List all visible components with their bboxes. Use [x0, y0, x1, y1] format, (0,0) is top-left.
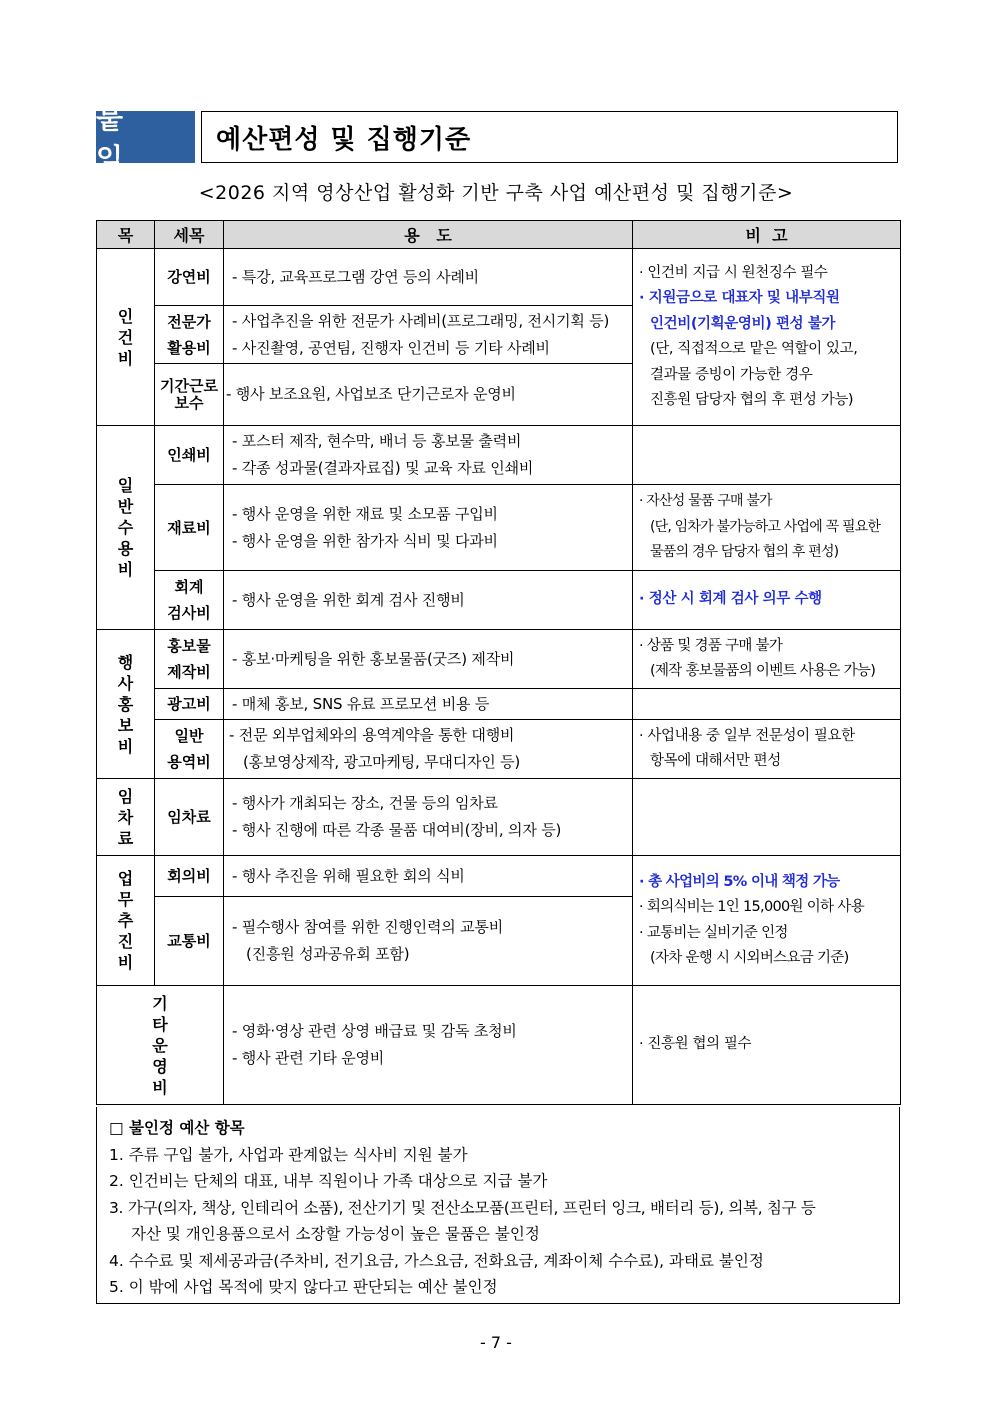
- subitem-meeting: 회의비: [155, 856, 224, 897]
- subitem-travel: 교통비: [155, 897, 224, 986]
- usage-cell: - 행사 보조요원, 사업보조 단기근로자 운영비: [224, 364, 633, 426]
- usage-cell: - 행사 운영을 위한 회계 검사 진행비: [224, 571, 633, 630]
- list-item: 3. 가구(의자, 책상, 인테리어 소품), 전산기기 및 전산소모품(프린터, 프린터 잉크, 배터리 등), 의복, 침구 등: [109, 1198, 816, 1217]
- list-item: 4. 수수료 및 제세공과금(주차비, 전기요금, 가스요금, 전화요금, 계좌이체 수수료), 과태료 불인정: [109, 1251, 764, 1270]
- table-row: [97, 720, 901, 779]
- note-cell: [633, 689, 901, 720]
- subitem-rent: 임차료: [155, 779, 224, 856]
- subitem-ads: 광고비: [155, 689, 224, 720]
- usage-cell: - 포스터 제작, 현수막, 배너 등 홍보물 출력비 - 각종 성과물(결과자료집) 및 교육 자료 인쇄비: [224, 426, 633, 485]
- list-item: 5. 이 밖에 사업 목적에 맞지 않다고 판단되는 예산 불인정: [109, 1278, 498, 1296]
- usage-cell: - 행사가 개최되는 장소, 건물 등의 임차료 - 행사 진행에 따른 각종 물품 대여비(장비, 의자 등): [224, 779, 633, 856]
- table-row: [97, 779, 901, 856]
- usage-cell: - 사업추진을 위한 전문가 사례비(프로그래밍, 전시기획 등) - 사진촬영, 공연팀, 진행자 인건비 등 기타 사례비: [224, 306, 633, 364]
- subitem-audit: 회계 검사비: [155, 571, 224, 630]
- column-header: 목: [97, 221, 155, 249]
- usage-cell: - 필수행사 참여를 위한 진행인력의 교통비 (진흥원 성과공유회 포함): [224, 897, 633, 986]
- usage-cell: - 전문 외부업체와의 용역계약을 통한 대행비 (홍보영상제작, 광고마케팅, 무대디자인 등): [224, 720, 633, 779]
- attachment-badge: 붙 임: [96, 111, 195, 163]
- table-row: [97, 986, 901, 1105]
- subitem-service: 일반 용역비: [155, 720, 224, 779]
- note-cell: · 사업내용 중 일부 전문성이 필요한 항목에 대해서만 편성: [633, 720, 901, 779]
- note-personnel: · 인건비 지급 시 원천징수 필수 · 지원금으로 대표자 및 내부직원 인건비(기획운영비) 편성 불가 (단, 직접적으로 맡은 역할이 있고, 결과물 증빙이 가능한 경우 진흥원 담당자 협의 후 편성 가능): [633, 249, 901, 426]
- category-general: 일 반 수 용 비: [97, 426, 155, 630]
- usage-cell: - 홍보·마케팅을 위한 홍보물품(굿즈) 제작비: [224, 630, 633, 689]
- usage-cell: - 특강, 교육프로그램 강연 등의 사례비: [224, 249, 633, 306]
- table-row: [97, 856, 901, 897]
- note-cell: [633, 426, 901, 485]
- usage-cell: - 행사 추진을 위해 필요한 회의 식비: [224, 856, 633, 897]
- note-business: · 총 사업비의 5% 이내 책정 가능 · 회의식비는 1인 15,000원 이하 사용 · 교통비는 실비기준 인정 (자차 운행 시 시외버스요금 기준): [633, 856, 901, 986]
- document-subtitle: <2026 지역 영상산업 활성화 기반 구축 사업 예산편성 및 집행기준>: [198, 182, 794, 204]
- category-rent: 임 차 료: [97, 779, 155, 856]
- list-item: 1. 주류 구입 불가, 사업과 관계없는 식사비 지원 불가: [109, 1145, 468, 1164]
- page-title: 예산편성 및 집행기준: [216, 124, 472, 155]
- usage-cell: - 영화·영상 관련 상영 배급료 및 감독 초청비 - 행사 관련 기타 운영비: [224, 986, 633, 1105]
- title-box: [201, 111, 898, 163]
- note-cell: [633, 779, 901, 856]
- table-row: [97, 689, 901, 720]
- subitem-goods: 홍보물 제작비: [155, 630, 224, 689]
- usage-cell: - 매체 홍보, SNS 유료 프로모션 비용 등: [224, 689, 633, 720]
- category-personnel: 인 건 비: [97, 249, 155, 426]
- note-cell: · 자산성 물품 구매 불가 (단, 임차가 불가능하고 사업에 꼭 필요한 물품의 경우 담당자 협의 후 편성): [633, 485, 901, 571]
- table-header-row: [97, 221, 901, 249]
- category-promotion: 행 사 홍 보 비: [97, 630, 155, 779]
- table-row: [97, 630, 901, 689]
- category-other: 기 타 운 영 비: [97, 986, 224, 1105]
- table-row: [97, 571, 901, 630]
- usage-cell: - 행사 운영을 위한 재료 및 소모품 구입비 - 행사 운영을 위한 참가자 식비 및 다과비: [224, 485, 633, 571]
- subitem-material: 재료비: [155, 485, 224, 571]
- table-row: [97, 426, 901, 485]
- note-cell: · 진흥원 협의 필수: [633, 986, 901, 1105]
- column-header: 비 고: [633, 221, 901, 249]
- note-cell: · 정산 시 회계 검사 의무 수행: [633, 571, 901, 630]
- list-item: 자산 및 개인용품으로서 소장할 가능성이 높은 물품은 불인정: [131, 1225, 540, 1243]
- table-row: [97, 249, 901, 306]
- column-header: 세목: [155, 221, 224, 249]
- subitem-expert: 전문가 활용비: [155, 306, 224, 364]
- category-business: 업 무 추 진 비: [97, 856, 155, 986]
- subitem-temp-labor: 기간근로 보수: [155, 364, 224, 426]
- table-row: [97, 485, 901, 571]
- page-number: - 7 -: [480, 1333, 512, 1352]
- subitem-print: 인쇄비: [155, 426, 224, 485]
- budget-table: [96, 220, 901, 1105]
- subitem-lecture: 강연비: [155, 249, 224, 306]
- list-item: 2. 인건비는 단체의 대표, 내부 직원이나 가족 대상으로 지급 불가: [109, 1172, 548, 1190]
- column-header: 용 도: [224, 221, 633, 249]
- disallowed-items-box: [96, 1107, 900, 1304]
- disallowed-heading: □ 불인정 예산 항목: [109, 1119, 245, 1137]
- note-cell: · 상품 및 경품 구매 불가 (제작 홍보물품의 이벤트 사용은 가능): [633, 630, 901, 689]
